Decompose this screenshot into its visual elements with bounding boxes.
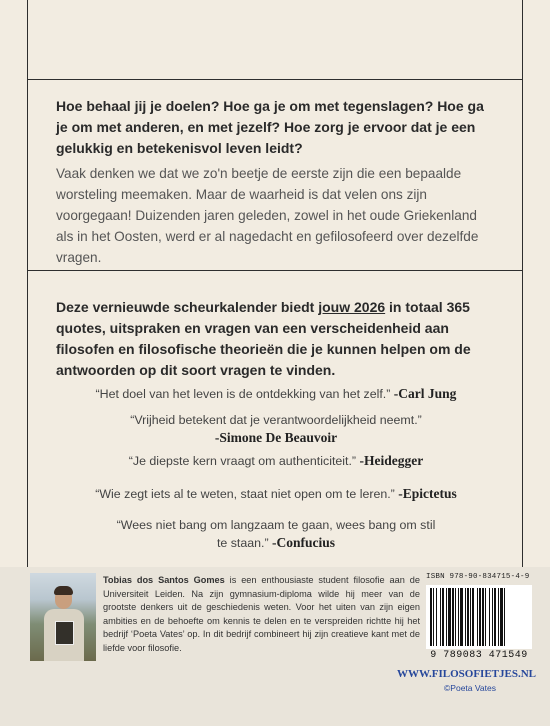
quote-text: “Je diepste kern vraagt om authenticiteit.” (128, 454, 360, 468)
frame-left-line (27, 0, 28, 567)
author-bio-text: is een enthousiaste student filosofie aan de Universiteit Leiden. Na zijn gymnasium-diploma wilde hij meer van de grootste denkers uit de geschiedenis weten. Voor het uiten van zijn eigen ambities en de behoefte om kennis te delen en te verspreiden richtte hij het bedrijf ‘Poeta Vates’ op. In dit bedrijf combineert hij zijn creatieve kant met de liefde voor filosofie. (103, 575, 420, 653)
copyright-text: ©Poeta Vates (444, 683, 496, 693)
offer-highlight: jouw 2026 (318, 299, 386, 315)
quote-text: “Wees niet bang om langzaam te gaan, wees bang om stil te staan.” (116, 518, 436, 550)
quote-author: -Carl Jung (393, 386, 457, 401)
quote-confucius (116, 517, 436, 552)
offer-text (56, 297, 496, 381)
quote-text: “Vrijheid betekent dat je verantwoordelijkheid neemt.” (130, 413, 422, 427)
divider-top (27, 79, 523, 80)
intro-body: Vaak denken we dat we zo'n beetje de eerste zijn die een bepaalde worsteling meemaken. Maar de waarheid is dat velen ons zijn voorgegaan! Duizenden jaren geleden, zowel in het oude Griekenland als in het Oosten, werd er al nagedacht en gefilosofeerd over dezelfde vragen. (56, 166, 479, 265)
frame-right-line (522, 0, 523, 567)
intro-question: Hoe behaal jij je doelen? Hoe ga je om met tegenslagen? Hoe ga je om met anderen, en met jezelf? Hoe zorg je ervoor dat je een gelukkig en betekenisvol leven leidt? (56, 98, 484, 156)
quote-heidegger (56, 452, 496, 470)
isbn-label: ISBN 978-90-834715-4-9 (426, 573, 530, 581)
quote-beauvoir (56, 412, 496, 446)
quote-author: -Confucius (272, 535, 336, 550)
barcode-icon (426, 585, 532, 649)
quote-jung (56, 385, 496, 403)
quote-author: -Epictetus (398, 486, 457, 501)
website-link[interactable]: WWW.FILOSOFIETJES.NL (397, 668, 536, 680)
barcode-digits: 9 789083 471549 (430, 650, 528, 661)
divider-middle (27, 270, 523, 271)
quote-epictetus (56, 485, 496, 503)
offer-text-before: Deze vernieuwde scheurkalender biedt (56, 299, 319, 315)
quote-text: “Het doel van het leven is de ontdekking van het zelf.” (95, 387, 394, 401)
quote-author: -Heidegger (359, 453, 424, 468)
author-name: Tobias dos Santos Gomes (103, 575, 225, 585)
quote-author: -Simone De Beauvoir (214, 430, 338, 445)
offer-text-after: in totaal 365 quotes, uitspraken en vragen van een verscheidenheid aan filosofen en filosofische theorieën die je kunnen helpen om de antwoorden op dit soort vragen te vinden. (56, 299, 471, 378)
author-bio (103, 574, 420, 655)
quote-text: “Wie zegt iets al te weten, staat niet open om te leren.” (95, 487, 399, 501)
author-photo (30, 573, 96, 661)
